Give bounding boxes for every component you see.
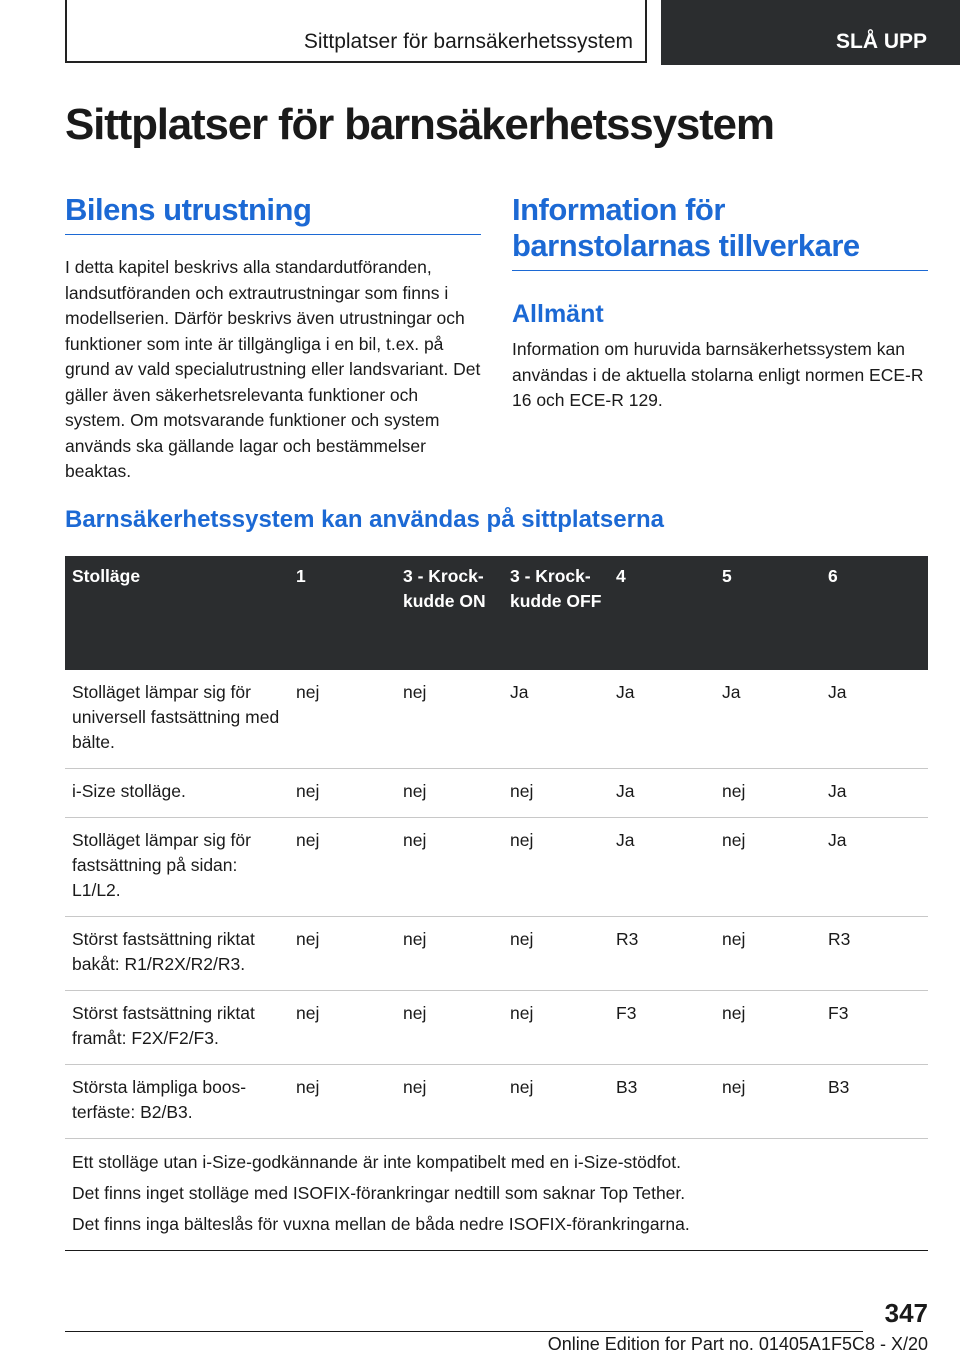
table-cell: nej xyxy=(289,670,396,769)
table-row xyxy=(65,818,928,917)
column-header: 4 xyxy=(609,556,715,670)
page-title: Sittplatser för barnsäkerhetssystem xyxy=(65,100,774,149)
table-cell: nej xyxy=(396,818,503,917)
table-row xyxy=(65,991,928,1065)
table-cell: nej xyxy=(396,670,503,769)
table-cell: nej xyxy=(715,818,821,917)
table-row xyxy=(65,670,928,769)
table-cell: nej xyxy=(289,769,396,818)
table-row xyxy=(65,917,928,991)
table-cell: Ja xyxy=(609,769,715,818)
table-cell: B3 xyxy=(821,1065,928,1139)
table-cell: F3 xyxy=(609,991,715,1065)
table-row xyxy=(65,1065,928,1139)
table-cell: Största lämpliga boosterfäste: B2/B3. xyxy=(65,1065,289,1139)
table-note: Det finns inga bälteslås för vuxna mellan de båda nedre ISOFIX-förankringarna. xyxy=(72,1214,690,1234)
table-cell: nej xyxy=(396,1065,503,1139)
column-header: 3 - Krockkudde ON xyxy=(396,556,503,670)
table-heading: Barnsäkerhetssystem kan användas på sittplatserna xyxy=(65,506,664,533)
table-cell: nej xyxy=(503,917,609,991)
table-cell: Ja xyxy=(503,670,609,769)
table-cell: nej xyxy=(396,991,503,1065)
table-cell: B3 xyxy=(609,1065,715,1139)
table-notes-cell xyxy=(65,1139,928,1251)
header-slå-upp-button[interactable]: SLÅ UPP xyxy=(661,0,960,65)
table-cell: F3 xyxy=(821,991,928,1065)
table-cell: nej xyxy=(715,769,821,818)
table-cell: nej xyxy=(503,991,609,1065)
column-header: 1 xyxy=(289,556,396,670)
table-cell: nej xyxy=(289,991,396,1065)
footer-edition-text: Online Edition for Part no. 01405A1F5C8 - X/20 xyxy=(547,1334,928,1354)
table-cell: nej xyxy=(503,769,609,818)
table-row xyxy=(65,769,928,818)
column-header: Stolläge xyxy=(65,556,289,670)
table-cell: Ja xyxy=(609,670,715,769)
column-header: 6 xyxy=(821,556,928,670)
left-heading: Bilens utrustning xyxy=(65,192,481,235)
table-notes-row xyxy=(65,1139,928,1251)
table-cell: Stolläget lämpar sig för universell fastsättning med bälte. xyxy=(65,670,289,769)
seating-table xyxy=(65,556,928,1251)
table-cell: nej xyxy=(396,769,503,818)
left-body-text: I detta kapitel beskrivs alla standardutföranden, landsutföranden och extrautrustningar som finns i modellserien. Därför beskrivs även utrustningar och funktioner som inte är tillgängliga i en bil, t.ex. på grund av vald specialutrustning eller landsvariant. Det gäller även säkerhetsrelevanta funktioner och system. Om motsvarande funktioner och system används ska gällande lagar och bestämmelser beaktas. xyxy=(65,257,481,481)
table-cell: R3 xyxy=(821,917,928,991)
table-header-row xyxy=(65,556,928,670)
table-cell: nej xyxy=(715,917,821,991)
right-body-text: Information om huruvida barnsäkerhetssystem kan användas i de aktuella stolarna enligt normen ECE-R 16 och ECE-R 129. xyxy=(512,339,924,410)
table-cell: i-Size stolläge. xyxy=(65,769,289,818)
footer-divider xyxy=(65,1331,863,1332)
table-cell: nej xyxy=(289,917,396,991)
right-subheading: Allmänt xyxy=(512,300,604,328)
left-column xyxy=(65,192,481,485)
table-cell: nej xyxy=(503,1065,609,1139)
page-number: 347 xyxy=(884,1298,928,1328)
column-header: 5 xyxy=(715,556,821,670)
table-cell: nej xyxy=(715,991,821,1065)
table-cell: nej xyxy=(289,818,396,917)
table-cell: nej xyxy=(289,1065,396,1139)
table-cell: nej xyxy=(503,818,609,917)
table-cell: Stolläget lämpar sig för fastsättning på sidan: L1/L2. xyxy=(65,818,289,917)
table-cell: Störst fastsättning riktat bakåt: R1/R2X/R2/R3. xyxy=(65,917,289,991)
table-cell: Ja xyxy=(609,818,715,917)
right-heading: Information för barnstolarnas tillverkare xyxy=(512,192,928,271)
table-cell: nej xyxy=(715,1065,821,1139)
table-cell: nej xyxy=(396,917,503,991)
header-section-title: Sittplatser för barnsäkerhetssystem xyxy=(303,30,633,53)
table-note: Ett stolläge utan i-Size-godkännande är inte kompatibelt med en i-Size-stödfot. xyxy=(72,1152,681,1172)
column-header: 3 - Krockkudde OFF xyxy=(503,556,609,670)
table-cell: R3 xyxy=(609,917,715,991)
table-cell: Ja xyxy=(715,670,821,769)
table-cell: Ja xyxy=(821,818,928,917)
table-cell: Störst fastsättning riktat framåt: F2X/F2/F3. xyxy=(65,991,289,1065)
right-column xyxy=(512,192,928,414)
table-note: Det finns inget stolläge med ISOFIX-förankringar nedtill som saknar Top Tether. xyxy=(72,1183,686,1203)
table-cell: Ja xyxy=(821,670,928,769)
table-cell: Ja xyxy=(821,769,928,818)
header-section-box xyxy=(65,0,647,63)
